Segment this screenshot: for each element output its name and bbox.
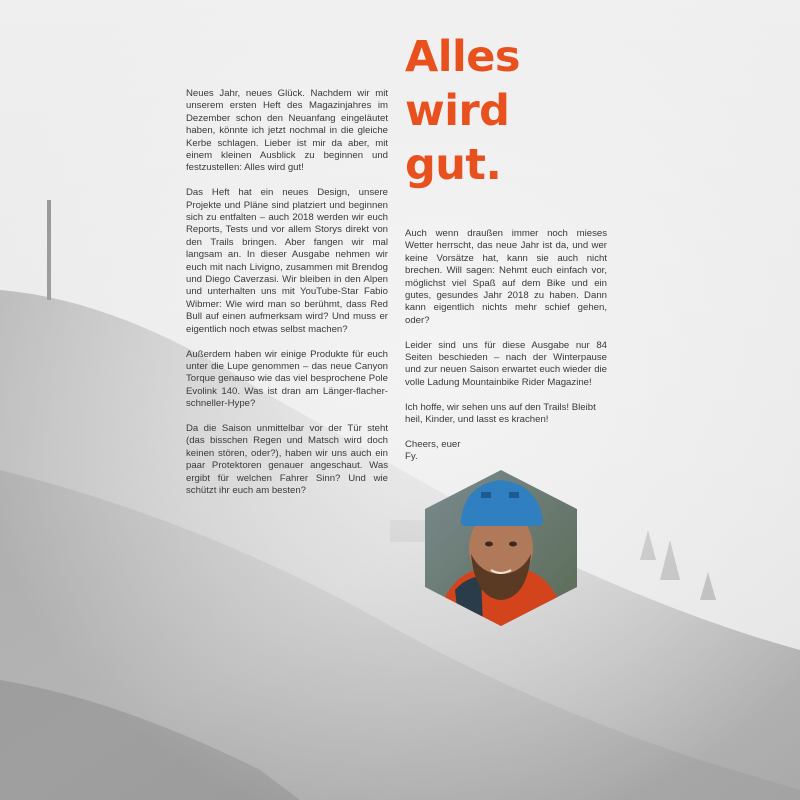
headline-line: gut.	[405, 140, 502, 190]
paragraph: Leider sind uns für diese Ausgabe nur 84 Seiten beschieden – nach der Winterpause und zur neuen Saison erwartet euch wieder die volle Ladung Mountainbike Rider Magazine!	[405, 339, 607, 388]
headline	[405, 30, 520, 192]
paragraph: Neues Jahr, neues Glück. Nachdem wir mit unserem ersten Heft des Magazinjahres im Dezember schon den Neuanfang eingeläutet haben, könnte ich jetzt nochmal in die gleiche Kerbe schlagen. Lieber ist mir da aber, mit einem kleinen Ausblick zu beginnen und festzustellen: Alles wird gut!	[186, 88, 388, 174]
headline-line: Alles	[405, 32, 521, 82]
author-portrait-hexagon	[425, 470, 577, 626]
paragraph: Außerdem haben wir einige Produkte für euch unter die Lupe genommen – das neue Canyon Torque genauso wie das viel besprochene Pole Evolink 140. Was ist dran am Länger-flacher-schneller-Hype?	[186, 348, 388, 410]
paragraph: Da die Saison unmittelbar vor der Tür steht (das bisschen Regen und Matsch wird doch keinen stören, oder?), haben wir uns auch ein paar Protektoren genauer angeschaut. Was ergibt für welchen Fahrer Sinn? Und wie schützt ihr euch am besten?	[186, 422, 388, 496]
editorial-right-column	[405, 228, 607, 464]
paragraph: Auch wenn draußen immer noch mieses Wetter herrscht, das neue Jahr ist da, und wer keine Vorsätze hat, kann sie auch nicht brechen. Will sagen: Nehmt euch einfach vor, möglichst viel Spaß auf dem Bike und ein gutes, gesundes Jahr 2018 zu haben. Dann kann eigentlich nichts mehr schief gehen, oder?	[405, 228, 607, 326]
editorial-left-column	[186, 88, 388, 510]
signoff	[405, 439, 607, 464]
headline-line: wird	[405, 86, 510, 136]
signoff-name: Fy.	[405, 451, 418, 463]
paragraph: Das Heft hat ein neues Design, unsere Projekte und Pläne sind platziert und beginnen sich zu entfalten – auch 2018 werden wir euch Reports, Tests und vor allem Storys direkt von den Trails bringen. Aber fangen wir mal langsam an. In dieser Ausgabe nehmen wir euch mit nach Livigno, zusammen mit Brendog und Diego Caverzasi. Wir bleiben in den Alpen und unterhalten uns mit YouTube-Star Fabio Wibmer: Wie wird man so berühmt, dass Red Bull auf einen aufmerksam wird? Und muss er eigentlich noch etwas selbst machen?	[186, 187, 388, 335]
paragraph: Ich hoffe, wir sehen uns auf den Trails! Bleibt heil, Kinder, und lasst es krachen!	[405, 401, 596, 426]
signoff-greeting: Cheers, euer	[405, 438, 461, 450]
